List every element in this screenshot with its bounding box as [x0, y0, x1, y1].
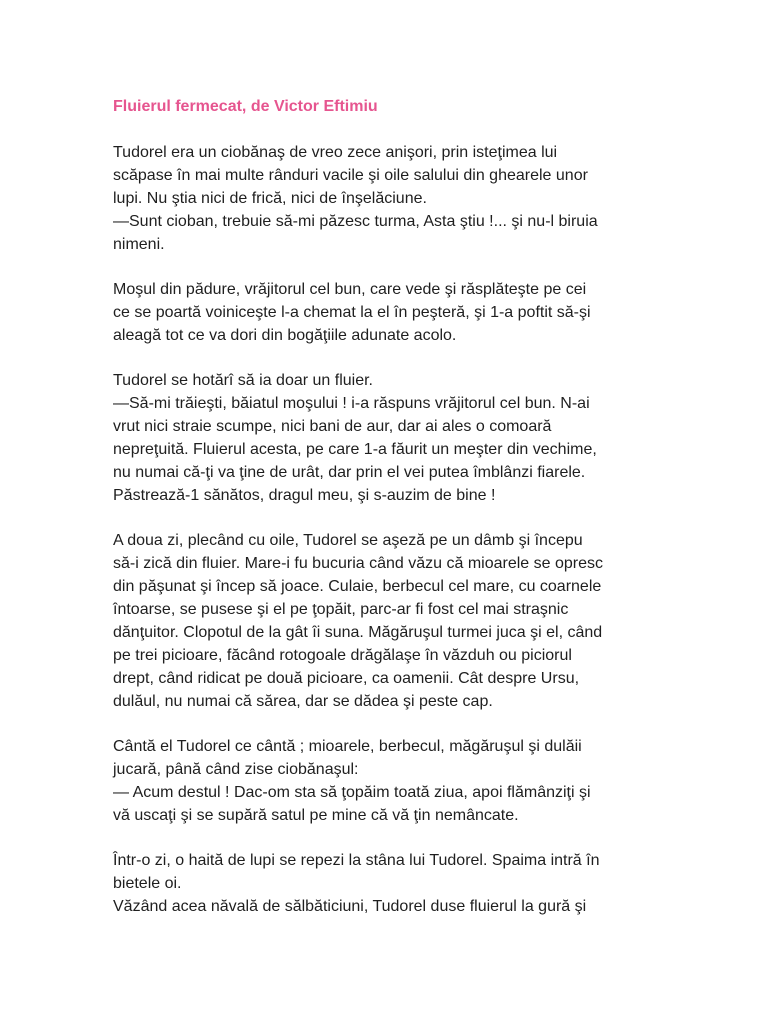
text-line: Tudorel era un ciobănaş de vreo zece anişori, prin isteţimea lui: [113, 144, 558, 161]
paragraph-5: [113, 735, 728, 827]
text-line: vrut nici straie scumpe, nici bani de aur, dar ai ales o comoară: [113, 418, 552, 435]
text-line: nimeni.: [113, 236, 165, 253]
text-line: pe trei picioare, făcând rotogoale drăgălaşe în văzduh ou piciorul: [113, 647, 572, 664]
text-line: Văzând acea năvală de sălbăticiuni, Tudorel duse fluierul la gură şi: [113, 898, 587, 915]
paragraph-2: [113, 278, 728, 347]
document-page: [113, 96, 728, 940]
paragraph-1: [113, 141, 728, 256]
text-line: —Sunt cioban, trebuie să-mi păzesc turma, Asta ştiu !... şi nu-l biruia: [113, 213, 598, 230]
paragraph-4: [113, 529, 728, 713]
text-line: bietele oi.: [113, 875, 182, 892]
text-line: jucară, până când zise ciobănaşul:: [113, 761, 359, 778]
text-line: Păstrează-1 sănătos, dragul meu, şi s-auzim de bine !: [113, 487, 496, 504]
text-line: scăpase în mai multe rânduri vacile şi oile salului din ghearele unor: [113, 167, 588, 184]
text-line: Într-o zi, o haită de lupi se repezi la stâna lui Tudorel. Spaima intră în: [113, 852, 600, 869]
text-line: nu numai că-ţi va ţine de urât, dar prin el vei putea îmblânzi fiarele.: [113, 464, 586, 481]
text-line: A doua zi, plecând cu oile, Tudorel se aşeză pe un dâmb şi începu: [113, 532, 583, 549]
text-line: — Acum destul ! Dac-om sta să ţopăim toată ziua, apoi flămânziţi şi: [113, 784, 591, 801]
text-line: întoarse, se pusese şi el pe ţopăit, parc-ar fi fost cel mai straşnic: [113, 601, 569, 618]
text-line: aleagă tot ce va dori din bogăţiile adunate acolo.: [113, 327, 457, 344]
text-line: Cântă el Tudorel ce cântă ; mioarele, berbecul, măgăruşul şi dulăii: [113, 738, 582, 755]
text-line: din păşunat şi încep să joace. Culaie, berbecul cel mare, cu coarnele: [113, 578, 602, 595]
paragraph-6: [113, 849, 728, 918]
text-line: ce se poartă voiniceşte l-a chemat la el în peşteră, şi 1-a poftit să-şi: [113, 304, 591, 321]
text-line: nepreţuită. Fluierul acesta, pe care 1-a făurit un meşter din vechime,: [113, 441, 597, 458]
text-line: —Să-mi trăieşti, băiatul moşului ! i-a răspuns vrăjitorul cel bun. N-ai: [113, 395, 590, 412]
text-line: lupi. Nu ştia nici de frică, nici de înşelăciune.: [113, 190, 427, 207]
text-line: dănţuitor. Clopotul de la gât îi suna. Măgăruşul turmei juca şi el, când: [113, 624, 603, 641]
text-line: vă uscaţi şi se supără satul pe mine că vă ţin nemâncate.: [113, 807, 519, 824]
text-line: dulăul, nu numai că sărea, dar se dădea şi peste cap.: [113, 693, 493, 710]
paragraph-3: [113, 369, 728, 507]
text-line: să-i zică din fluier. Mare-i fu bucuria când văzu că mioarele se opresc: [113, 555, 603, 572]
document-title: Fluierul fermecat, de Victor Eftimiu: [113, 98, 378, 115]
text-line: Moşul din pădure, vrăjitorul cel bun, care vede şi răsplăteşte pe cei: [113, 281, 587, 298]
text-line: drept, când ridicat pe două picioare, ca oamenii. Cât despre Ursu,: [113, 670, 580, 687]
text-line: Tudorel se hotărî să ia doar un fluier.: [113, 372, 373, 389]
